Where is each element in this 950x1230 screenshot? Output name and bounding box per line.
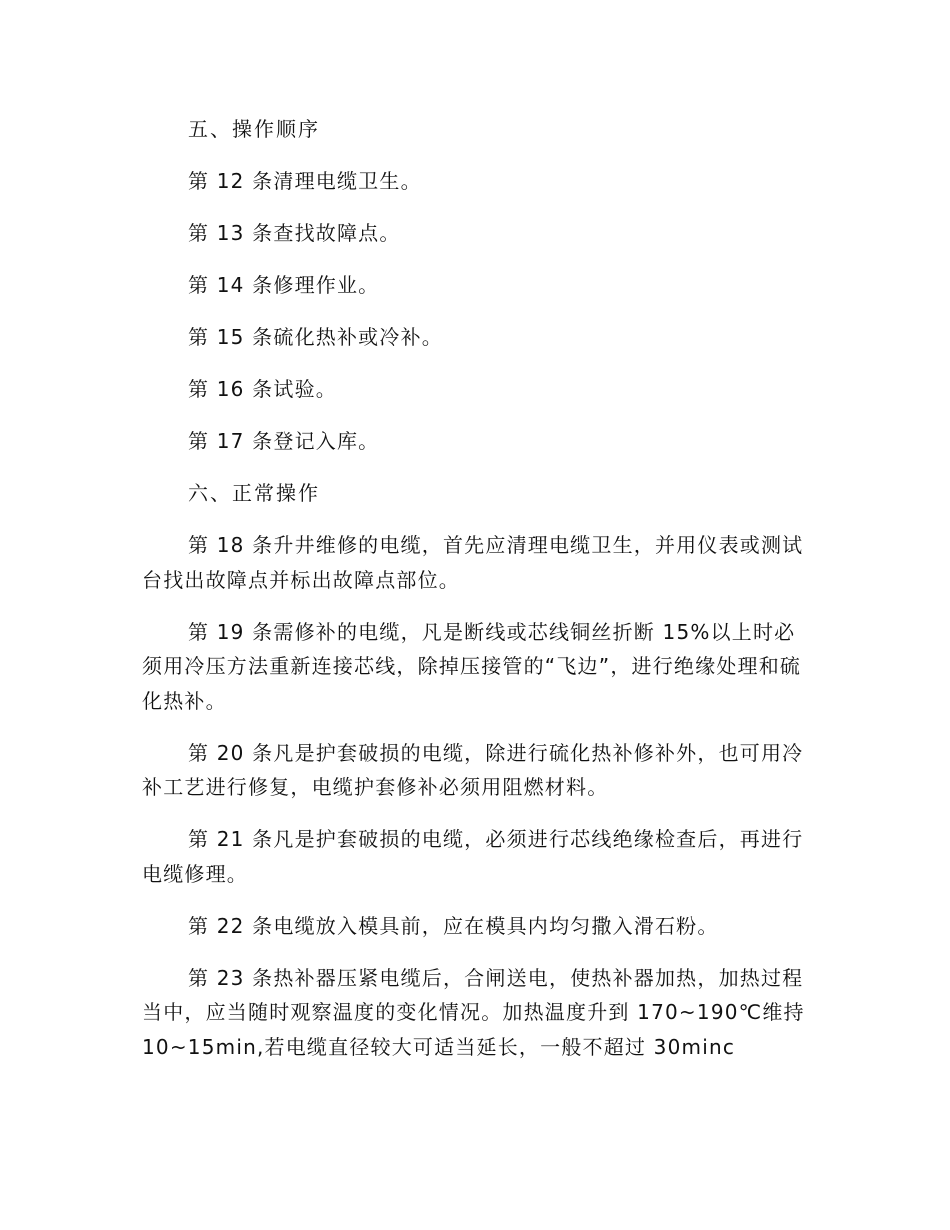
section-heading-operation-order: 五、操作顺序 bbox=[188, 117, 320, 141]
section-heading-normal-operation: 六、正常操作 bbox=[188, 481, 320, 505]
article-14: 第 14 条修理作业。 bbox=[188, 273, 380, 297]
article-23: 第 23 条热补器压紧电缆后，合闸送电，使热补器加热，加热过程当中，应当随时观察温度的变化情况。加热温度升到 170~190℃维持 10~15min,若电缆直径较大可适当延长，一般不超过 30minc bbox=[142, 965, 805, 1059]
article-22: 第 22 条电缆放入模具前，应在模具内均匀撒入滑石粉。 bbox=[188, 913, 719, 938]
article-21: 第 21 条凡是护套破损的电缆，必须进行芯线绝缘检查后，再进行电缆修理。 bbox=[142, 827, 804, 886]
article-13: 第 13 条查找故障点。 bbox=[188, 221, 401, 245]
article-18: 第 18 条升井维修的电缆，首先应清理电缆卫生，并用仪表或测试台找出故障点并标出故障点部位。 bbox=[142, 533, 804, 592]
article-17: 第 17 条登记入库。 bbox=[188, 429, 380, 453]
article-15: 第 15 条硫化热补或冷补。 bbox=[188, 325, 443, 349]
document-body bbox=[142, 112, 810, 1064]
article-19: 第 19 条需修补的电缆，凡是断线或芯线铜丝折断 15%以上时必须用冷压方法重新连接芯线，除掉压接管的“飞边”，进行绝缘处理和硫化热补。 bbox=[142, 619, 802, 713]
article-12: 第 12 条清理电缆卫生。 bbox=[188, 169, 422, 193]
article-20: 第 20 条凡是护套破损的电缆，除进行硫化热补修补外，也可用冷补工艺进行修复，电缆护套修补必须用阻燃材料。 bbox=[142, 740, 804, 799]
article-16: 第 16 条试验。 bbox=[188, 377, 337, 401]
